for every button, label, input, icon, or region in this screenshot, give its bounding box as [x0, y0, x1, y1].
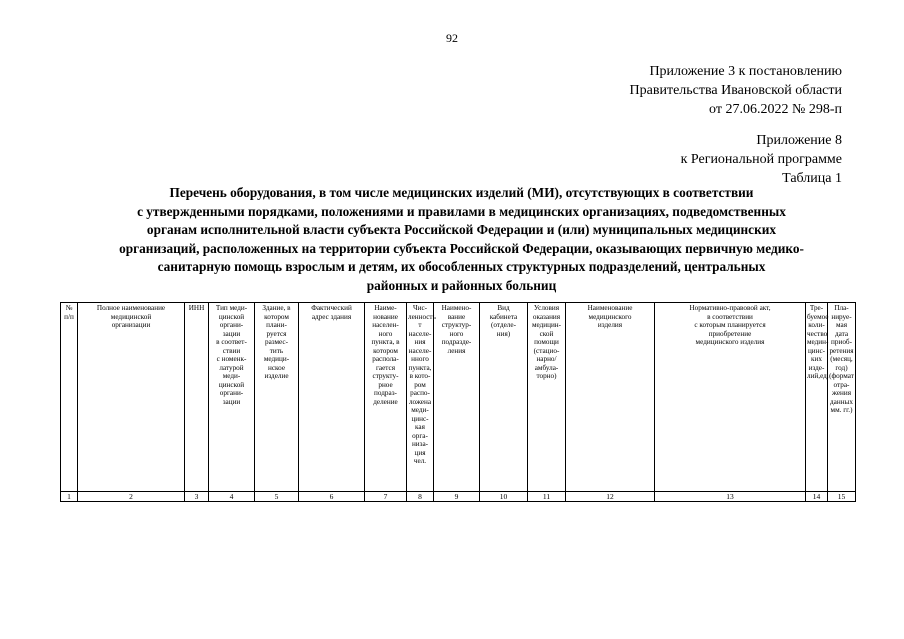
- column-header-text: орга-: [412, 431, 428, 440]
- column-header-1: [61, 303, 78, 492]
- column-header-15: [828, 303, 856, 492]
- column-header-text: (отделе-: [491, 321, 516, 329]
- column-header-text: с которым планируется: [694, 321, 766, 329]
- column-header-text: распола-: [372, 355, 399, 363]
- column-header-6: [299, 303, 365, 492]
- column-header-5: [255, 303, 299, 492]
- column-header-text: латурой: [219, 363, 244, 372]
- column-header-text: нарно/: [536, 355, 557, 363]
- column-header-text: вание: [447, 312, 466, 321]
- column-header-text: зации: [222, 329, 241, 338]
- column-header-text: чество: [807, 329, 828, 338]
- column-header-text: в соответствии: [707, 312, 753, 321]
- title-line: с утвержденными порядками, положениями и правилами в медицинских организациях, подведомственных: [137, 203, 786, 219]
- column-header-9: [434, 303, 480, 492]
- column-number: 7: [365, 492, 407, 502]
- column-header-text: нское: [267, 363, 286, 372]
- column-header-text: Нормативно-правовой акт,: [689, 304, 771, 312]
- column-header-text: ской: [539, 329, 554, 338]
- column-header-text: пункта,: [408, 363, 432, 372]
- column-header-text: ного: [449, 329, 464, 338]
- column-header-text: жения: [831, 389, 852, 397]
- title-line: органам исполнительной власти субъекта Российской Федерации и (или) муниципальных медицинских: [146, 222, 777, 237]
- column-header-text: ретения: [829, 346, 854, 355]
- appendix-program-line-2: к Региональной программе: [680, 152, 842, 167]
- column-header-text: изделия: [597, 321, 623, 329]
- column-number: 14: [806, 492, 828, 502]
- appendix-program-line-1: Приложение 8: [756, 133, 842, 148]
- column-header-text: ния): [496, 329, 511, 338]
- column-header-text: медицинского изделия: [695, 338, 765, 346]
- column-header-text: гается: [375, 363, 396, 372]
- column-header-text: меди-: [411, 406, 429, 414]
- column-header-text: №: [65, 304, 73, 312]
- column-header-text: руется: [266, 329, 287, 338]
- column-header-text: т: [418, 321, 422, 329]
- column-header-text: помощи: [534, 338, 559, 346]
- column-header-text: приобретение: [708, 329, 752, 338]
- column-header-text: населе-: [408, 329, 432, 338]
- column-header-text: коли-: [808, 321, 825, 329]
- column-header-text: цинской: [218, 312, 245, 321]
- column-header-text: котором: [373, 346, 398, 355]
- column-number: 11: [528, 492, 566, 502]
- column-number: 8: [407, 492, 434, 502]
- column-header-text: населе-: [408, 346, 432, 355]
- column-header-text: Чис-: [412, 304, 428, 312]
- column-header-text: структур-: [441, 321, 472, 329]
- column-header-text: год): [835, 363, 848, 372]
- column-header-text: цинс-: [411, 414, 429, 423]
- column-header-text: Наименование: [587, 304, 633, 312]
- column-header-text: плани-: [266, 321, 287, 329]
- column-header-text: Условия: [533, 304, 560, 312]
- column-header-text: медицин-: [531, 321, 562, 329]
- column-number: 15: [828, 492, 856, 502]
- column-header-text: нование: [373, 312, 398, 321]
- document-title: [40, 184, 883, 295]
- appendix-resolution-line-3: от 27.06.2022 № 298-п: [709, 102, 842, 117]
- column-header-text: в кото-: [409, 372, 431, 380]
- column-header-text: зации: [222, 397, 241, 406]
- column-header-text: приоб-: [831, 338, 852, 346]
- column-header-text: медин-: [807, 338, 829, 346]
- column-header-text: цинской: [218, 380, 245, 389]
- column-header-text: распо-: [410, 389, 430, 397]
- column-header-8: [407, 303, 434, 492]
- column-header-text: органи-: [219, 321, 244, 329]
- column-header-3: [185, 303, 209, 492]
- column-header-text: подраз-: [374, 389, 397, 397]
- column-header-text: ствии: [222, 346, 241, 355]
- page-number: 92: [446, 31, 458, 45]
- column-header-10: [480, 303, 528, 492]
- column-number: 3: [185, 492, 209, 502]
- column-number: 4: [209, 492, 255, 502]
- column-header-text: ния: [414, 338, 426, 346]
- column-number: 2: [78, 492, 185, 502]
- column-header-text: в соответ-: [216, 338, 247, 346]
- column-header-text: размес-: [264, 338, 289, 346]
- column-header-text: адрес здания: [311, 312, 352, 321]
- column-header-text: лий,ед.: [807, 372, 829, 380]
- column-header-text: нируе-: [831, 312, 852, 321]
- column-header-11: [528, 303, 566, 492]
- column-header-text: (месяц,: [830, 355, 853, 363]
- column-header-text: организации: [111, 321, 151, 329]
- column-header-text: ром: [414, 380, 426, 389]
- column-header-text: меди-: [222, 372, 241, 380]
- column-header-text: Пла-: [834, 304, 849, 312]
- column-header-text: деление: [373, 397, 398, 406]
- column-header-text: отра-: [833, 380, 850, 389]
- column-header-text: ИНН: [188, 304, 205, 312]
- column-header-text: Тип меди-: [215, 304, 248, 312]
- column-header-text: рное: [378, 380, 393, 389]
- column-header-text: Наимено-: [441, 304, 472, 312]
- column-header-text: торно): [536, 372, 557, 380]
- table-header-row: [61, 303, 856, 492]
- title-line: организаций, расположенных на территории субъекта Российской Федерации, оказывающих первичную медико-: [119, 240, 804, 256]
- appendix-resolution-line-2: Правительства Ивановской области: [629, 83, 842, 98]
- column-header-text: структу-: [372, 372, 399, 380]
- column-header-text: ленность: [408, 312, 436, 321]
- column-header-text: низа-: [411, 440, 429, 448]
- column-header-text: с номенк-: [216, 355, 247, 363]
- column-header-text: котором: [264, 312, 289, 321]
- column-number: 9: [434, 492, 480, 502]
- column-header-text: буемое: [807, 312, 829, 321]
- column-header-text: Тре-: [809, 304, 824, 312]
- column-header-text: тить: [269, 346, 284, 355]
- column-header-text: органи-: [219, 389, 244, 397]
- column-header-4: [209, 303, 255, 492]
- column-header-text: оказания: [532, 312, 561, 321]
- title-line: Перечень оборудования, в том числе медицинских изделий (МИ), отсутствующих в соответствии: [169, 185, 754, 200]
- column-header-text: изде-: [808, 363, 825, 372]
- column-header-text: ких: [811, 355, 822, 363]
- column-header-text: мм. гг.): [830, 406, 853, 414]
- column-header-7: [365, 303, 407, 492]
- column-header-text: нного: [411, 355, 429, 363]
- column-header-text: (формат: [829, 372, 854, 380]
- column-number: 13: [655, 492, 806, 502]
- column-header-text: медици-: [263, 355, 290, 363]
- column-number: 10: [480, 492, 528, 502]
- column-header-text: населен-: [372, 321, 399, 329]
- column-header-text: чел.: [413, 457, 427, 465]
- column-header-text: ного: [378, 329, 393, 338]
- column-header-text: Полное наименование: [96, 304, 166, 312]
- column-number: 12: [566, 492, 655, 502]
- column-header-text: кабинета: [489, 312, 518, 321]
- column-header-14: [806, 303, 828, 492]
- column-header-text: амбула-: [534, 363, 559, 372]
- column-header-text: данных: [830, 397, 853, 406]
- column-header-text: подразде-: [441, 338, 472, 346]
- column-header-2: [78, 303, 185, 492]
- table-label: Таблица 1: [782, 171, 842, 186]
- column-number: 6: [299, 492, 365, 502]
- column-header-text: ления: [447, 346, 466, 355]
- column-header-13: [655, 303, 806, 492]
- column-header-text: пункта, в: [371, 338, 400, 346]
- column-header-text: Вид: [497, 304, 510, 312]
- appendix-resolution-block: [630, 62, 842, 119]
- column-header-text: медицинской: [110, 312, 152, 321]
- column-header-text: п/п: [64, 312, 74, 321]
- equipment-table: [60, 302, 856, 502]
- column-header-text: (стацио-: [533, 346, 560, 355]
- column-header-text: Здание, в: [262, 304, 291, 312]
- column-header-text: Фактический: [311, 304, 352, 312]
- column-header-12: [566, 303, 655, 492]
- column-header-text: медицинского: [588, 312, 632, 321]
- title-line: районных и районных больниц: [366, 277, 557, 293]
- title-line: санитарную помощь взрослым и детям, их обособленных структурных подразделений, центральных: [157, 259, 766, 274]
- column-number: 1: [61, 492, 78, 502]
- column-header-text: цинс-: [807, 346, 826, 355]
- column-header-text: дата: [834, 329, 849, 338]
- appendix-resolution-line-1: Приложение 3 к постановлению: [649, 64, 842, 79]
- column-number-row: [61, 492, 856, 502]
- column-number: 5: [255, 492, 299, 502]
- column-header-text: Наиме-: [374, 304, 397, 312]
- column-header-text: кая: [415, 423, 425, 431]
- column-header-text: мая: [836, 321, 847, 329]
- appendix-program-block: [681, 131, 842, 188]
- column-header-text: ложена: [408, 397, 432, 406]
- column-header-text: изделие: [264, 372, 289, 380]
- column-header-text: ция: [414, 448, 426, 457]
